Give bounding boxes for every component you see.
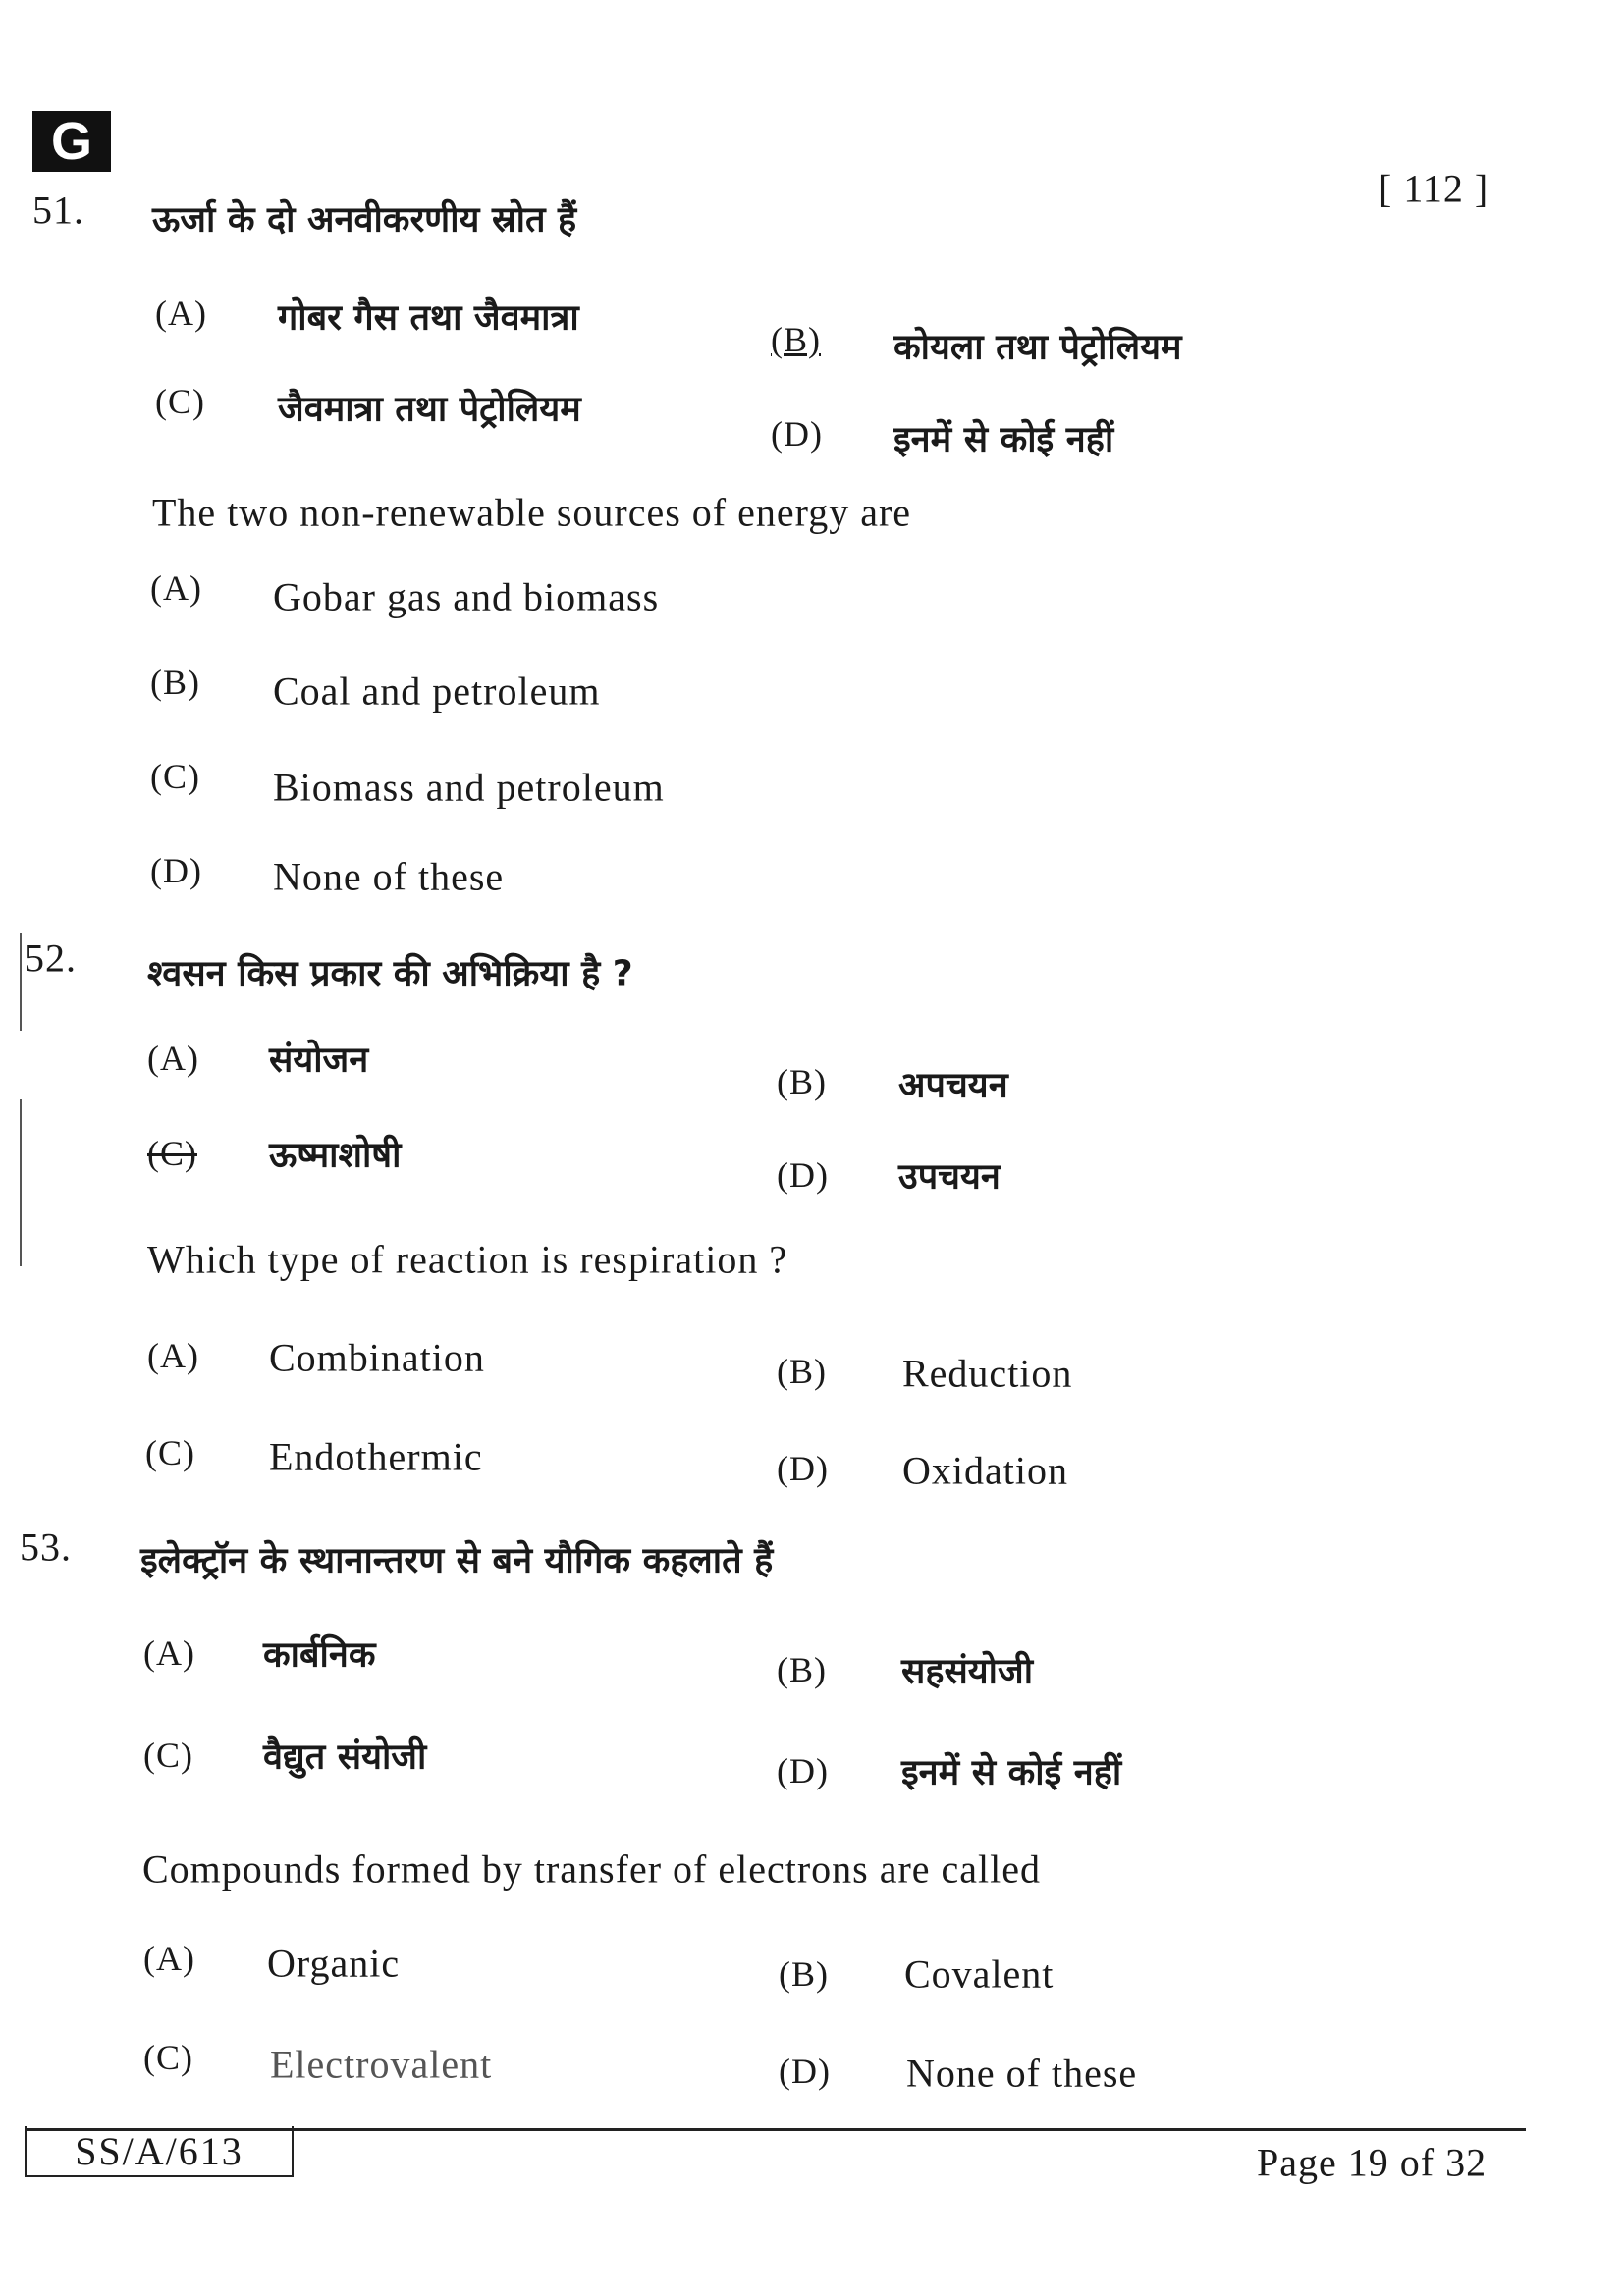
question-number: 51. [32,187,84,233]
option-english: Electrovalent [270,2042,493,2087]
option-label: (D) [779,2052,831,2091]
option-english: Biomass and petroleum [273,765,665,810]
option-label: (D) [777,1449,829,1488]
option-hindi: जैवमात्रा तथा पेट्रोलियम [278,389,581,430]
question-english: The two non-renewable sources of energy are [152,490,912,535]
page-number: Page 19 of 32 [1257,2140,1488,2185]
option-hindi: गोबर गैस तथा जैवमात्रा [278,297,579,339]
option-english: Combination [269,1335,485,1380]
option-label: (A) [147,1039,199,1078]
option-english: Covalent [904,1951,1055,1997]
option-label: (D) [150,851,202,890]
option-english: Coal and petroleum [273,668,601,714]
option-label: (C) [145,1433,195,1472]
option-english: None of these [906,2051,1138,2096]
question-english: Which type of reaction is respiration ? [147,1237,788,1282]
option-label: (B) [777,1062,827,1101]
option-label: (C) [147,1134,197,1173]
marks-label: [ 112 ] [1379,166,1489,211]
option-label: (C) [143,1735,193,1775]
option-label: (A) [143,1939,195,1978]
question-hindi: इलेक्ट्रॉन के स्थानान्तरण से बने यौगिक कहलाते हैं [140,1540,774,1581]
question-number: 52. [25,935,77,981]
option-label: (A) [143,1633,195,1673]
option-hindi: वैद्युत संयोजी [263,1736,427,1778]
option-label: (B) [777,1650,827,1689]
option-english: Endothermic [269,1434,483,1479]
option-hindi: उपचयन [898,1156,1001,1198]
option-english: None of these [273,854,505,899]
option-label: (B) [777,1352,827,1391]
option-label: (A) [155,294,207,333]
option-label: (C) [143,2038,193,2077]
question-number: 53. [20,1524,72,1570]
option-english: Gobar gas and biomass [273,574,660,619]
option-label: (D) [777,1751,829,1790]
series-logo: G [32,111,111,172]
option-hindi: इनमें से कोई नहीं [901,1752,1122,1793]
question-hindi: श्वसन किस प्रकार की अभिक्रिया है ? [147,953,633,994]
option-label: (D) [771,414,823,454]
paper-code: SS/A/613 [25,2126,294,2177]
option-hindi: संयोजन [269,1040,369,1081]
option-english: Oxidation [902,1448,1068,1493]
option-label: (A) [150,568,202,608]
question-english: Compounds formed by transfer of electrons are called [142,1846,1042,1892]
option-label: (C) [150,757,200,796]
question-hindi: ऊर्जा के दो अनवीकरणीय स्रोत हैं [152,199,577,240]
option-label: (A) [147,1336,199,1375]
option-label: (C) [155,382,205,421]
option-label: (D) [777,1155,829,1195]
option-english: Organic [267,1941,401,1986]
option-hindi: इनमें से कोई नहीं [893,419,1114,460]
option-english: Reduction [902,1351,1073,1396]
option-hindi: अपचयन [898,1065,1008,1106]
option-hindi: ऊष्माशोषी [269,1135,402,1176]
option-hindi: कोयला तथा पेट्रोलियम [893,327,1182,368]
option-hindi: कार्बनिक [263,1634,376,1676]
option-hindi: सहसंयोजी [901,1651,1034,1692]
option-label: (B) [779,1954,829,1994]
option-label: (B) [771,320,821,359]
option-label: (B) [150,663,200,702]
